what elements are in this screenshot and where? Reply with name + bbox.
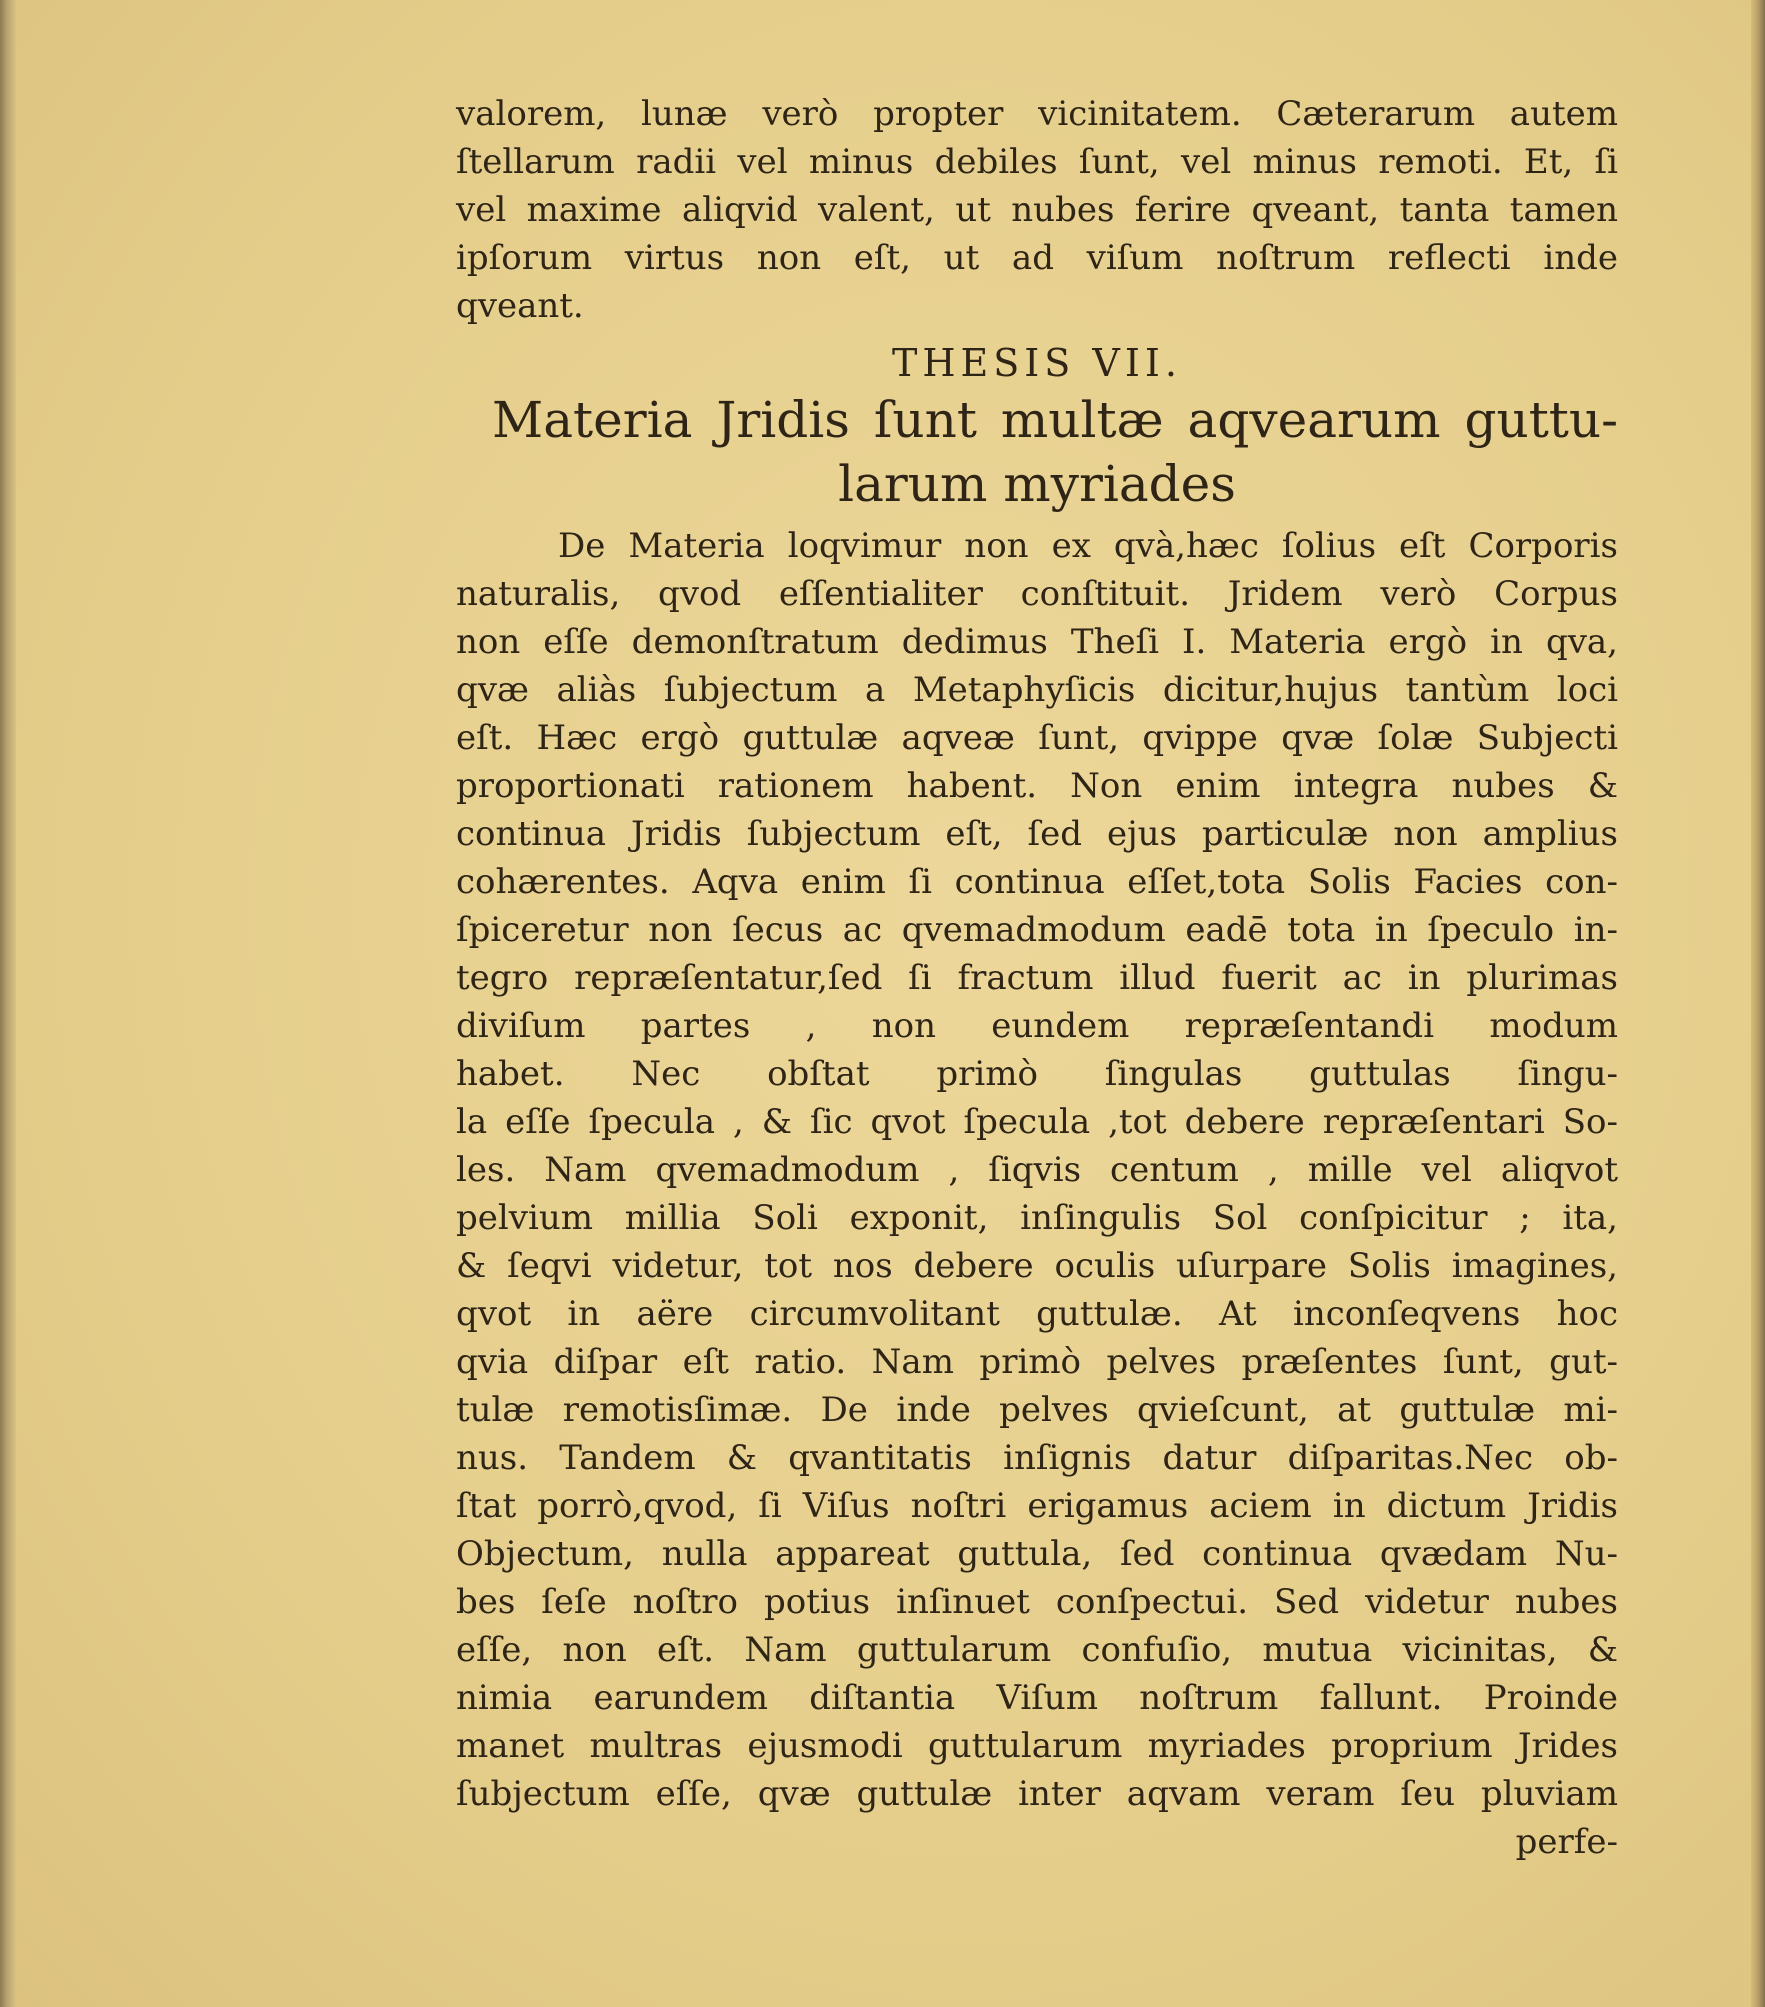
- heading-line: larum myriades: [838, 455, 1236, 513]
- page-right-edge: [1751, 0, 1765, 2007]
- text-line: ſubjectum eſſe, qvæ guttulæ inter aqvam veram ſeu pluviam: [456, 1774, 1618, 1814]
- text-line: vel maxime aliqvid valent, ut nubes ferire qveant, tanta tamen: [456, 190, 1618, 230]
- text-line: & ſeqvi videtur, tot nos debere oculis uſurpare Solis imagines,: [456, 1246, 1618, 1286]
- text-line: tulæ remotisſimæ. De inde pelves qvieſcunt, at guttulæ mi-: [456, 1390, 1618, 1430]
- text-line: eſt. Hæc ergò guttulæ aqveæ ſunt, qvippe qvæ ſolæ Subjecti: [456, 718, 1618, 758]
- text-line: pelvium millia Soli exponit, inſingulis Sol conſpicitur ; ita,: [456, 1198, 1618, 1238]
- text-line: les. Nam qvemadmodum , ſiqvis centum , mille vel aliqvot: [456, 1150, 1618, 1190]
- text-line: ſtat porrò,qvod, ſi Viſus noſtri erigamus aciem in dictum Jridis: [456, 1486, 1618, 1526]
- text-line: diviſum partes , non eundem repræſentandi modum: [456, 1006, 1618, 1046]
- text-line: la eſſe ſpecula , & ſic qvot ſpecula ,tot debere repræſentari So-: [456, 1102, 1618, 1142]
- catchword: perfe-: [1515, 1822, 1618, 1862]
- text-line: qvia diſpar eſt ratio. Nam primò pelves præſentes ſunt, gut-: [456, 1342, 1618, 1382]
- text-line: ipſorum virtus non eſt, ut ad viſum noſtrum reflecti inde: [456, 238, 1618, 278]
- page-text-block: [456, 90, 1618, 1866]
- text-line: nus. Tandem & qvantitatis inſignis datur diſparitas.Nec ob-: [456, 1438, 1618, 1478]
- text-line: naturalis, qvod eſſentialiter conſtituit. Jridem verò Corpus: [456, 574, 1618, 614]
- text-line: manet multras ejusmodi guttularum myriades proprium Jrides: [456, 1726, 1618, 1766]
- thesis-label: THESIS VII.: [892, 341, 1182, 385]
- top-paragraph: [456, 90, 1618, 330]
- page-left-edge: [0, 0, 16, 2007]
- text-line: bes ſeſe noſtro potius inſinuet conſpectui. Sed videtur nubes: [456, 1582, 1618, 1622]
- text-line: qvot in aëre circumvolitant guttulæ. At inconſeqvens hoc: [456, 1294, 1618, 1334]
- text-line: eſſe, non eſt. Nam guttularum confuſio, mutua vicinitas, &: [456, 1630, 1618, 1670]
- text-line: cohærentes. Aqva enim ſi continua eſſet,tota Solis Facies con-: [456, 862, 1618, 902]
- text-line: Objectum, nulla appareat guttula, ſed continua qvædam Nu-: [456, 1534, 1618, 1574]
- text-line: ſpiceretur non ſecus ac qvemadmodum eadē tota in ſpeculo in-: [456, 910, 1618, 950]
- thesis-heading: [456, 388, 1618, 516]
- text-line: proportionati rationem habent. Non enim integra nubes &: [456, 766, 1618, 806]
- text-line: qvæ aliàs ſubjectum a Metaphyſicis dicitur,hujus tantùm loci: [456, 670, 1618, 710]
- text-line: De Materia loqvimur non ex qvà,hæc ſolius eſt Corporis: [558, 526, 1618, 566]
- heading-line: Materia Jridis ſunt multæ aqvearum guttu-: [492, 391, 1618, 449]
- text-line: tegro repræſentatur,ſed ſi fractum illud fuerit ac in plurimas: [456, 958, 1618, 998]
- text-line: non eſſe demonſtratum dedimus Theſi I. Materia ergò in qva,: [456, 622, 1618, 662]
- body-paragraph: [456, 522, 1618, 1818]
- text-line: qveant.: [456, 286, 584, 326]
- text-line: continua Jridis ſubjectum eſt, ſed ejus particulæ non amplius: [456, 814, 1618, 854]
- text-line: ſtellarum radii vel minus debiles ſunt, vel minus remoti. Et, ſi: [456, 142, 1618, 182]
- text-line: nimia earundem diſtantia Viſum noſtrum fallunt. Proinde: [456, 1678, 1618, 1718]
- text-line: habet. Nec obſtat primò ſingulas guttulas ſingu-: [456, 1054, 1618, 1094]
- text-line: valorem, lunæ verò propter vicinitatem. Cæterarum autem: [456, 94, 1618, 134]
